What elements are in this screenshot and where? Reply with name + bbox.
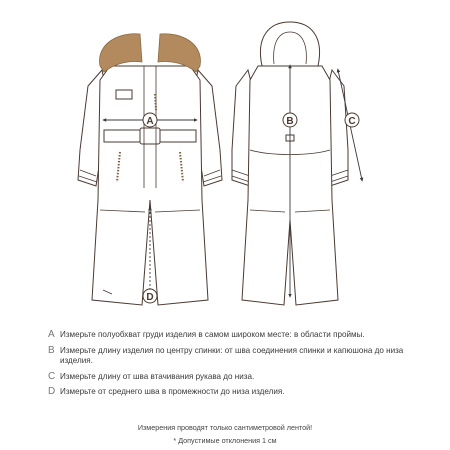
measurement-instructions bbox=[48, 330, 428, 403]
instruction-c-text: Измерьте длину от шва втачивания рукава до низа. bbox=[60, 371, 255, 381]
instruction-b-text: Измерьте длину изделия по центру спинки: от шва соединения спинки и капюшона до низа изделия. bbox=[60, 345, 404, 365]
instruction-b bbox=[48, 346, 428, 367]
instruction-a-text: Измерьте полуобхват груди изделия в самом широком месте: в области проймы. bbox=[60, 330, 365, 339]
instruction-d-letter: D bbox=[48, 386, 56, 397]
badge-c bbox=[345, 113, 359, 127]
instruction-b-letter: B bbox=[48, 344, 55, 356]
instruction-c bbox=[48, 372, 428, 383]
badge-d-text: D bbox=[146, 292, 154, 303]
badge-d bbox=[143, 289, 157, 303]
badge-a bbox=[143, 113, 157, 127]
badge-c-text: C bbox=[348, 116, 356, 127]
instruction-d-text: Измерьте от среднего шва в промежности до низа изделия. bbox=[60, 387, 285, 396]
badge-b-text: B bbox=[286, 116, 294, 127]
tolerance-note: * Допустимые отклонения 1 см bbox=[173, 436, 277, 445]
badge-a-text: A bbox=[146, 116, 154, 127]
measuring-tape-note: Измерения проводят только сантиметровой лентой! bbox=[137, 423, 313, 432]
instruction-a-letter: A bbox=[48, 329, 55, 340]
instruction-a bbox=[48, 330, 428, 341]
instruction-c-letter: C bbox=[48, 370, 56, 382]
instruction-d bbox=[48, 387, 428, 398]
badge-b bbox=[283, 113, 297, 127]
